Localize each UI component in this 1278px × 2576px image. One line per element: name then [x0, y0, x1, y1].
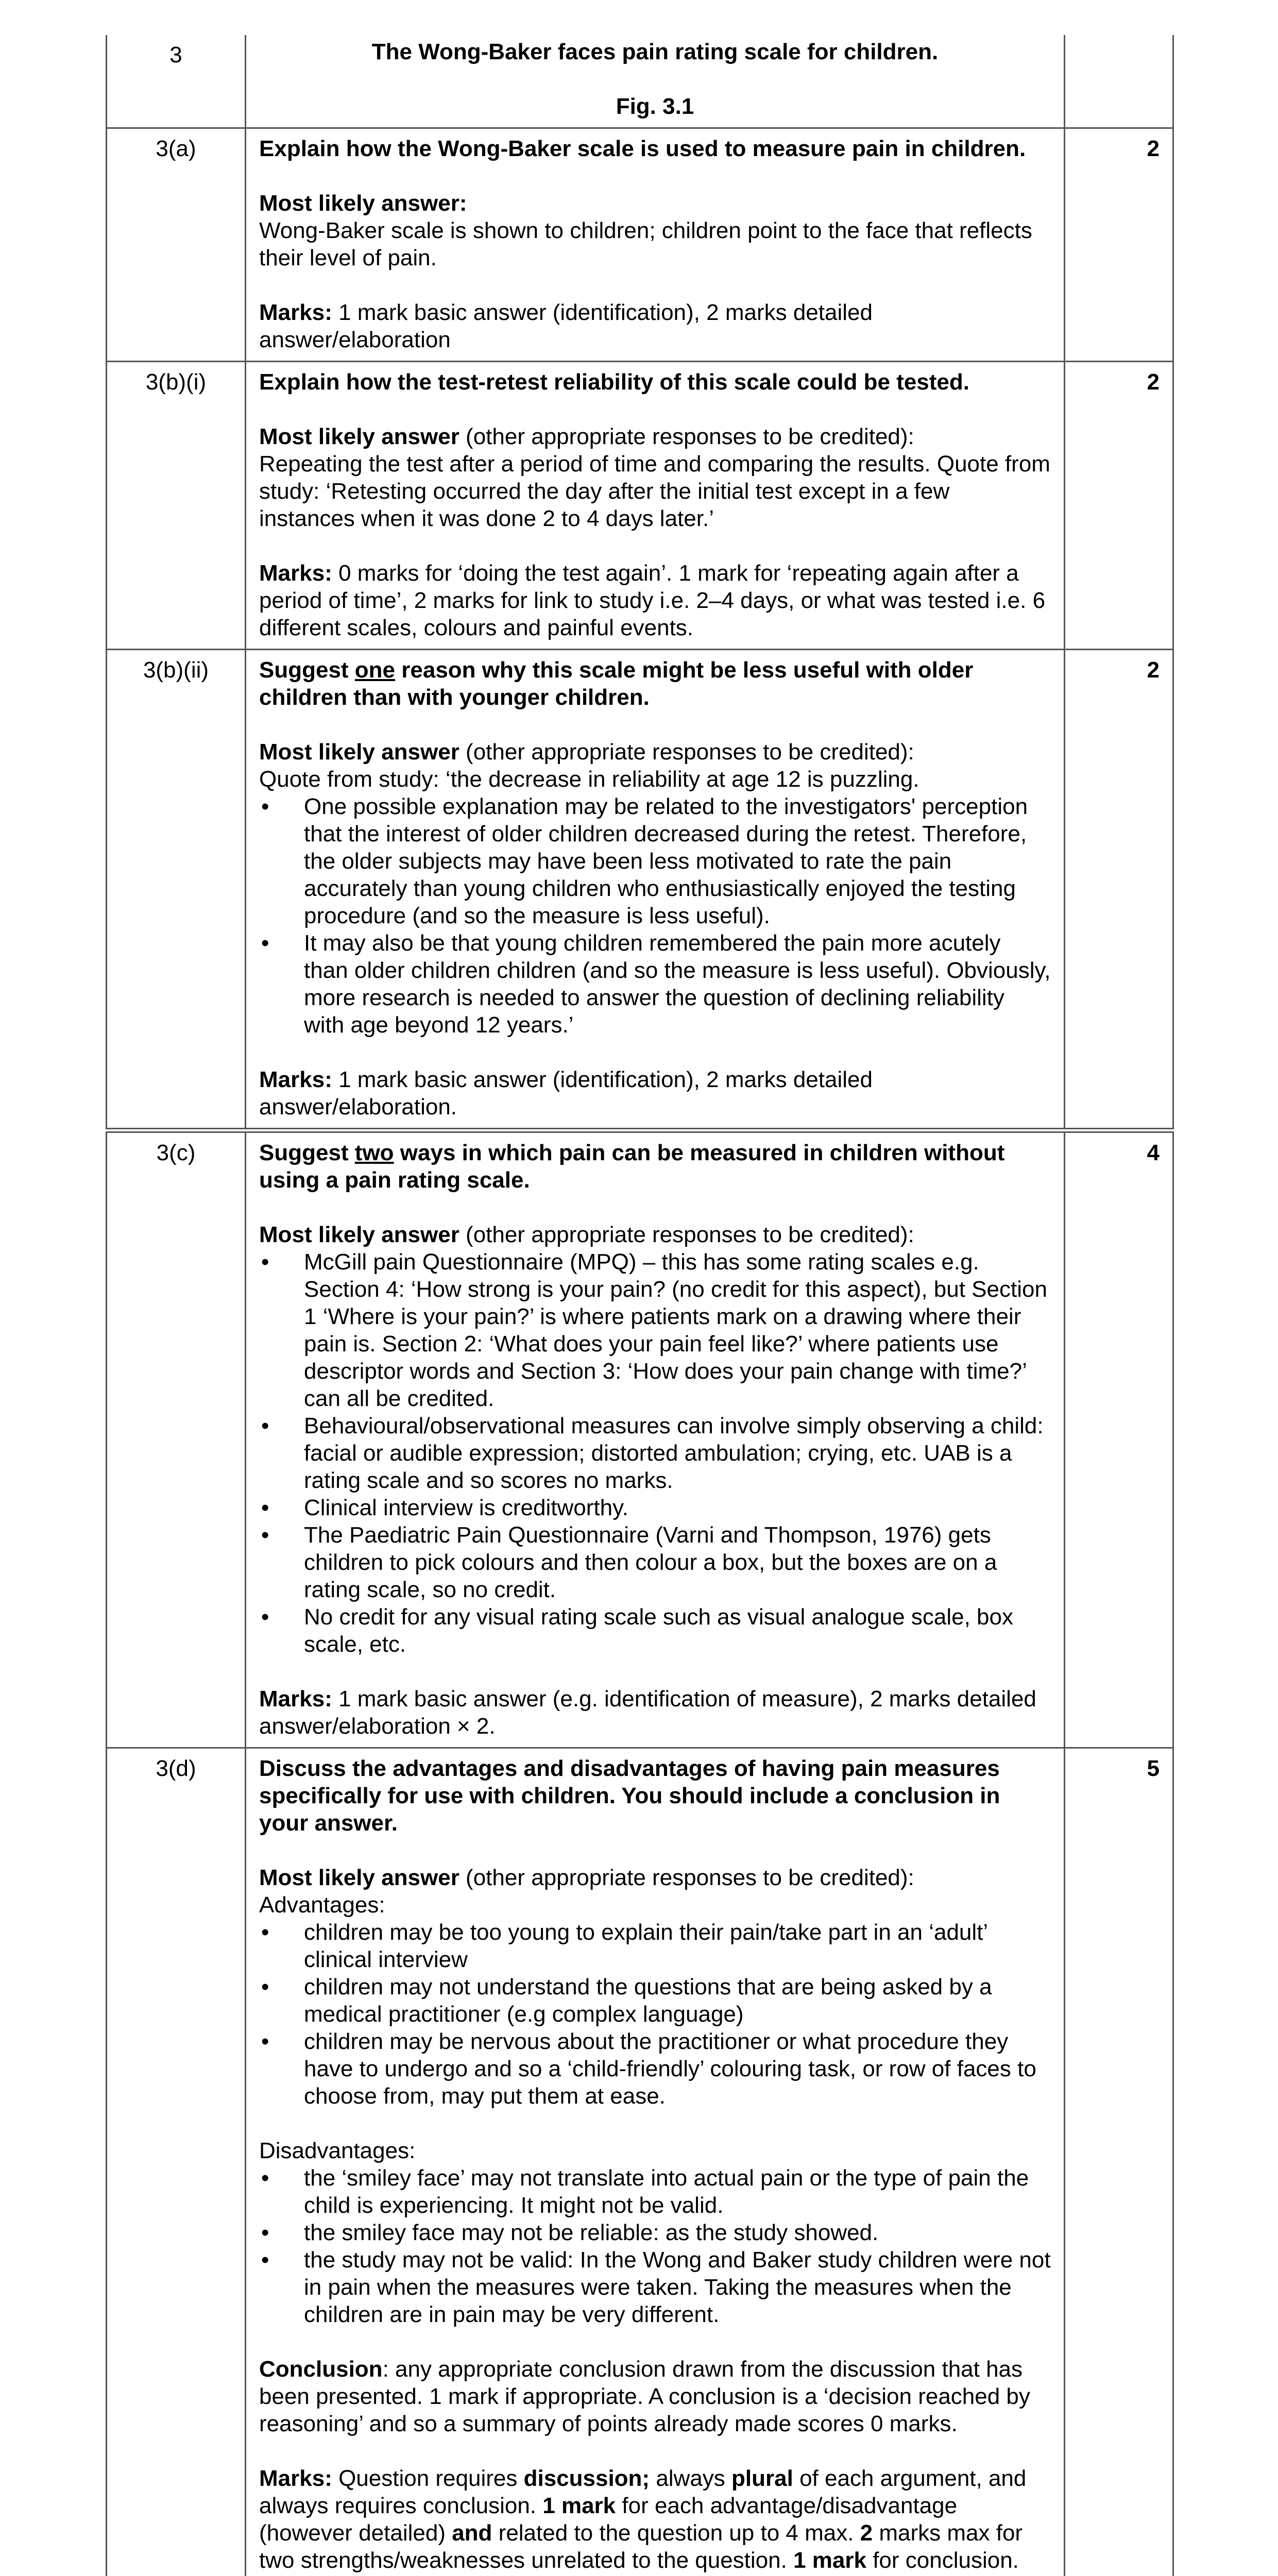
- marks-value: 4: [1065, 1130, 1173, 1748]
- answer-bullet-list: [259, 793, 1051, 1039]
- question-cell: [246, 35, 1065, 128]
- marks-guidance: Marks: 1 mark basic answer (e.g. identification of measure), 2 marks detailed answer/elaboration × 2.: [259, 1686, 1036, 1739]
- answer-label: Most likely answer (other appropriate responses to be credited):: [259, 739, 914, 765]
- answer-label: Most likely answer (other appropriate responses to be credited):: [259, 424, 914, 449]
- question-cell: [246, 128, 1065, 362]
- table-row-3d: [107, 1748, 1173, 2576]
- answer-intro: Quote from study: ‘the decrease in reliability at age 12 is puzzling.: [259, 767, 919, 792]
- table-row-3a: [107, 128, 1173, 362]
- marks-value: 5: [1065, 1748, 1173, 2576]
- list-item: • Clinical interview is creditworthy.: [259, 1494, 1051, 1521]
- marks-cell: [1065, 35, 1173, 128]
- disadvantages-list: [259, 2164, 1051, 2328]
- question-cell: [246, 1130, 1065, 1748]
- answer-label: Most likely answer:: [259, 191, 467, 216]
- question-cell: [246, 650, 1065, 1131]
- table-row-3bi: [107, 362, 1173, 650]
- table-row-3: [107, 35, 1173, 128]
- marks-guidance: Marks: 1 mark basic answer (identification), 2 marks detailed answer/elaboration.: [259, 1067, 873, 1120]
- question-text: The Wong-Baker faces pain rating scale for children.: [371, 39, 939, 64]
- conclusion-guidance: Conclusion: any appropriate conclusion drawn from the discussion that has been presented. 1 mark if appropriate. A conclusion is a ‘decision reached by reasoning’ and so a summary of points already made scores 0 marks.: [259, 2357, 1030, 2436]
- table-row-3bii: [107, 650, 1173, 1131]
- marks-guidance: Marks: 0 marks for ‘doing the test again’. 1 mark for ‘repeating again after a period of time’, 2 marks for link to study i.e. 2–4 days, or what was tested i.e. 6 different scales, colours and painful events.: [259, 561, 1046, 640]
- advantages-list: [259, 1919, 1051, 2110]
- list-item: • children may be too young to explain their pain/take part in an ‘adult’ clinical interview: [259, 1919, 1051, 1973]
- question-text: Suggest two ways in which pain can be measured in children without using a pain rating scale.: [259, 1140, 1005, 1193]
- answer-text: Repeating the test after a period of time and comparing the results. Quote from study: ‘Retesting occurred the day after the initial test except in a few instances when it was done 2 to 4 days later.’: [259, 451, 1050, 531]
- figure-caption: Fig. 3.1: [616, 94, 694, 119]
- question-number: 3(b)(ii): [107, 650, 246, 1131]
- answer-bullet-list: [259, 1248, 1051, 1658]
- question-number: 3(c): [107, 1130, 246, 1748]
- list-item: • It may also be that young children remembered the pain more acutely than older children children (and so the measure is less useful). Obviously, more research is needed to answer the question of declining reliability with age beyond 12 years.’: [259, 929, 1051, 1039]
- list-item: • the ‘smiley face’ may not translate into actual pain or the type of pain the child is experiencing. It might not be valid.: [259, 2164, 1051, 2219]
- list-item: • children may be nervous about the practitioner or what procedure they have to undergo and so a ‘child-friendly’ colouring task, or row of faces to choose from, may put them at ease.: [259, 2028, 1051, 2110]
- question-cell: [246, 362, 1065, 650]
- question-text: Explain how the Wong-Baker scale is used to measure pain in children.: [259, 136, 1026, 161]
- marks-value: 2: [1065, 362, 1173, 650]
- list-item: • the smiley face may not be reliable: as the study showed.: [259, 2219, 1051, 2246]
- question-text: Suggest one reason why this scale might be less useful with older children than with younger children.: [259, 657, 974, 710]
- question-cell: [246, 1748, 1065, 2576]
- list-item: • children may not understand the questions that are being asked by a medical practitioner (e.g complex language): [259, 1973, 1051, 2028]
- disadvantages-heading: Disadvantages:: [259, 2138, 416, 2163]
- question-number: 3(b)(i): [107, 362, 246, 650]
- question-number: 3(d): [107, 1748, 246, 2576]
- question-text: Explain how the test-retest reliability of this scale could be tested.: [259, 369, 969, 395]
- question-text: Discuss the advantages and disadvantages of having pain measures specifically for use with children. You should include a conclusion in your answer.: [259, 1756, 1000, 1836]
- mark-scheme-table: [106, 35, 1174, 2576]
- marks-guidance: Marks: 1 mark basic answer (identification), 2 marks detailed answer/elaboration: [259, 300, 873, 352]
- advantages-heading: Advantages:: [259, 1892, 385, 1918]
- marks-guidance: Marks: Question requires discussion; always plural of each argument, and always requires conclusion. 1 mark for each advantage/disadvantage (however detailed) and related to the question up to 4 max. 2 marks max for two strengths/weaknesses unrelated to the question. 1 mark for conclusion.: [259, 2466, 1027, 2573]
- list-item: • No credit for any visual rating scale such as visual analogue scale, box scale, etc.: [259, 1603, 1051, 1658]
- list-item: • One possible explanation may be related to the investigators' perception that the interest of older children decreased during the retest. Therefore, the older subjects may have been less motivated to rate the pain accurately than young children who enthusiastically enjoyed the testing procedure (and so the measure is less useful).: [259, 793, 1051, 929]
- answer-text: Wong-Baker scale is shown to children; children point to the face that reflects their level of pain.: [259, 218, 1032, 270]
- answer-label: Most likely answer (other appropriate responses to be credited):: [259, 1865, 914, 1890]
- question-number: 3(a): [107, 128, 246, 362]
- marks-value: 2: [1065, 650, 1173, 1131]
- table-row-3c: [107, 1130, 1173, 1748]
- list-item: • Behavioural/observational measures can involve simply observing a child: facial or audible expression; distorted ambulation; crying, etc. UAB is a rating scale and so scores no marks.: [259, 1412, 1051, 1494]
- answer-label: Most likely answer (other appropriate responses to be credited):: [259, 1222, 914, 1247]
- marks-value: 2: [1065, 128, 1173, 362]
- list-item: • the study may not be valid: In the Wong and Baker study children were not in pain when the measures were taken. Taking the measures when the children are in pain may be very different.: [259, 2246, 1051, 2328]
- list-item: • McGill pain Questionnaire (MPQ) – this has some rating scales e.g. Section 4: ‘How strong is your pain? (no credit for this aspect), but Section 1 ‘Where is your pain?’ is where patients mark on a drawing where their pain is. Section 2: ‘What does your pain feel like?’ where patients use descriptor words and Section 3: ‘How does your pain change with time?’ can all be credited.: [259, 1248, 1051, 1412]
- question-number: 3: [107, 35, 246, 128]
- list-item: • The Paediatric Pain Questionnaire (Varni and Thompson, 1976) gets children to pick colours and then colour a box, but the boxes are on a rating scale, so no credit.: [259, 1521, 1051, 1603]
